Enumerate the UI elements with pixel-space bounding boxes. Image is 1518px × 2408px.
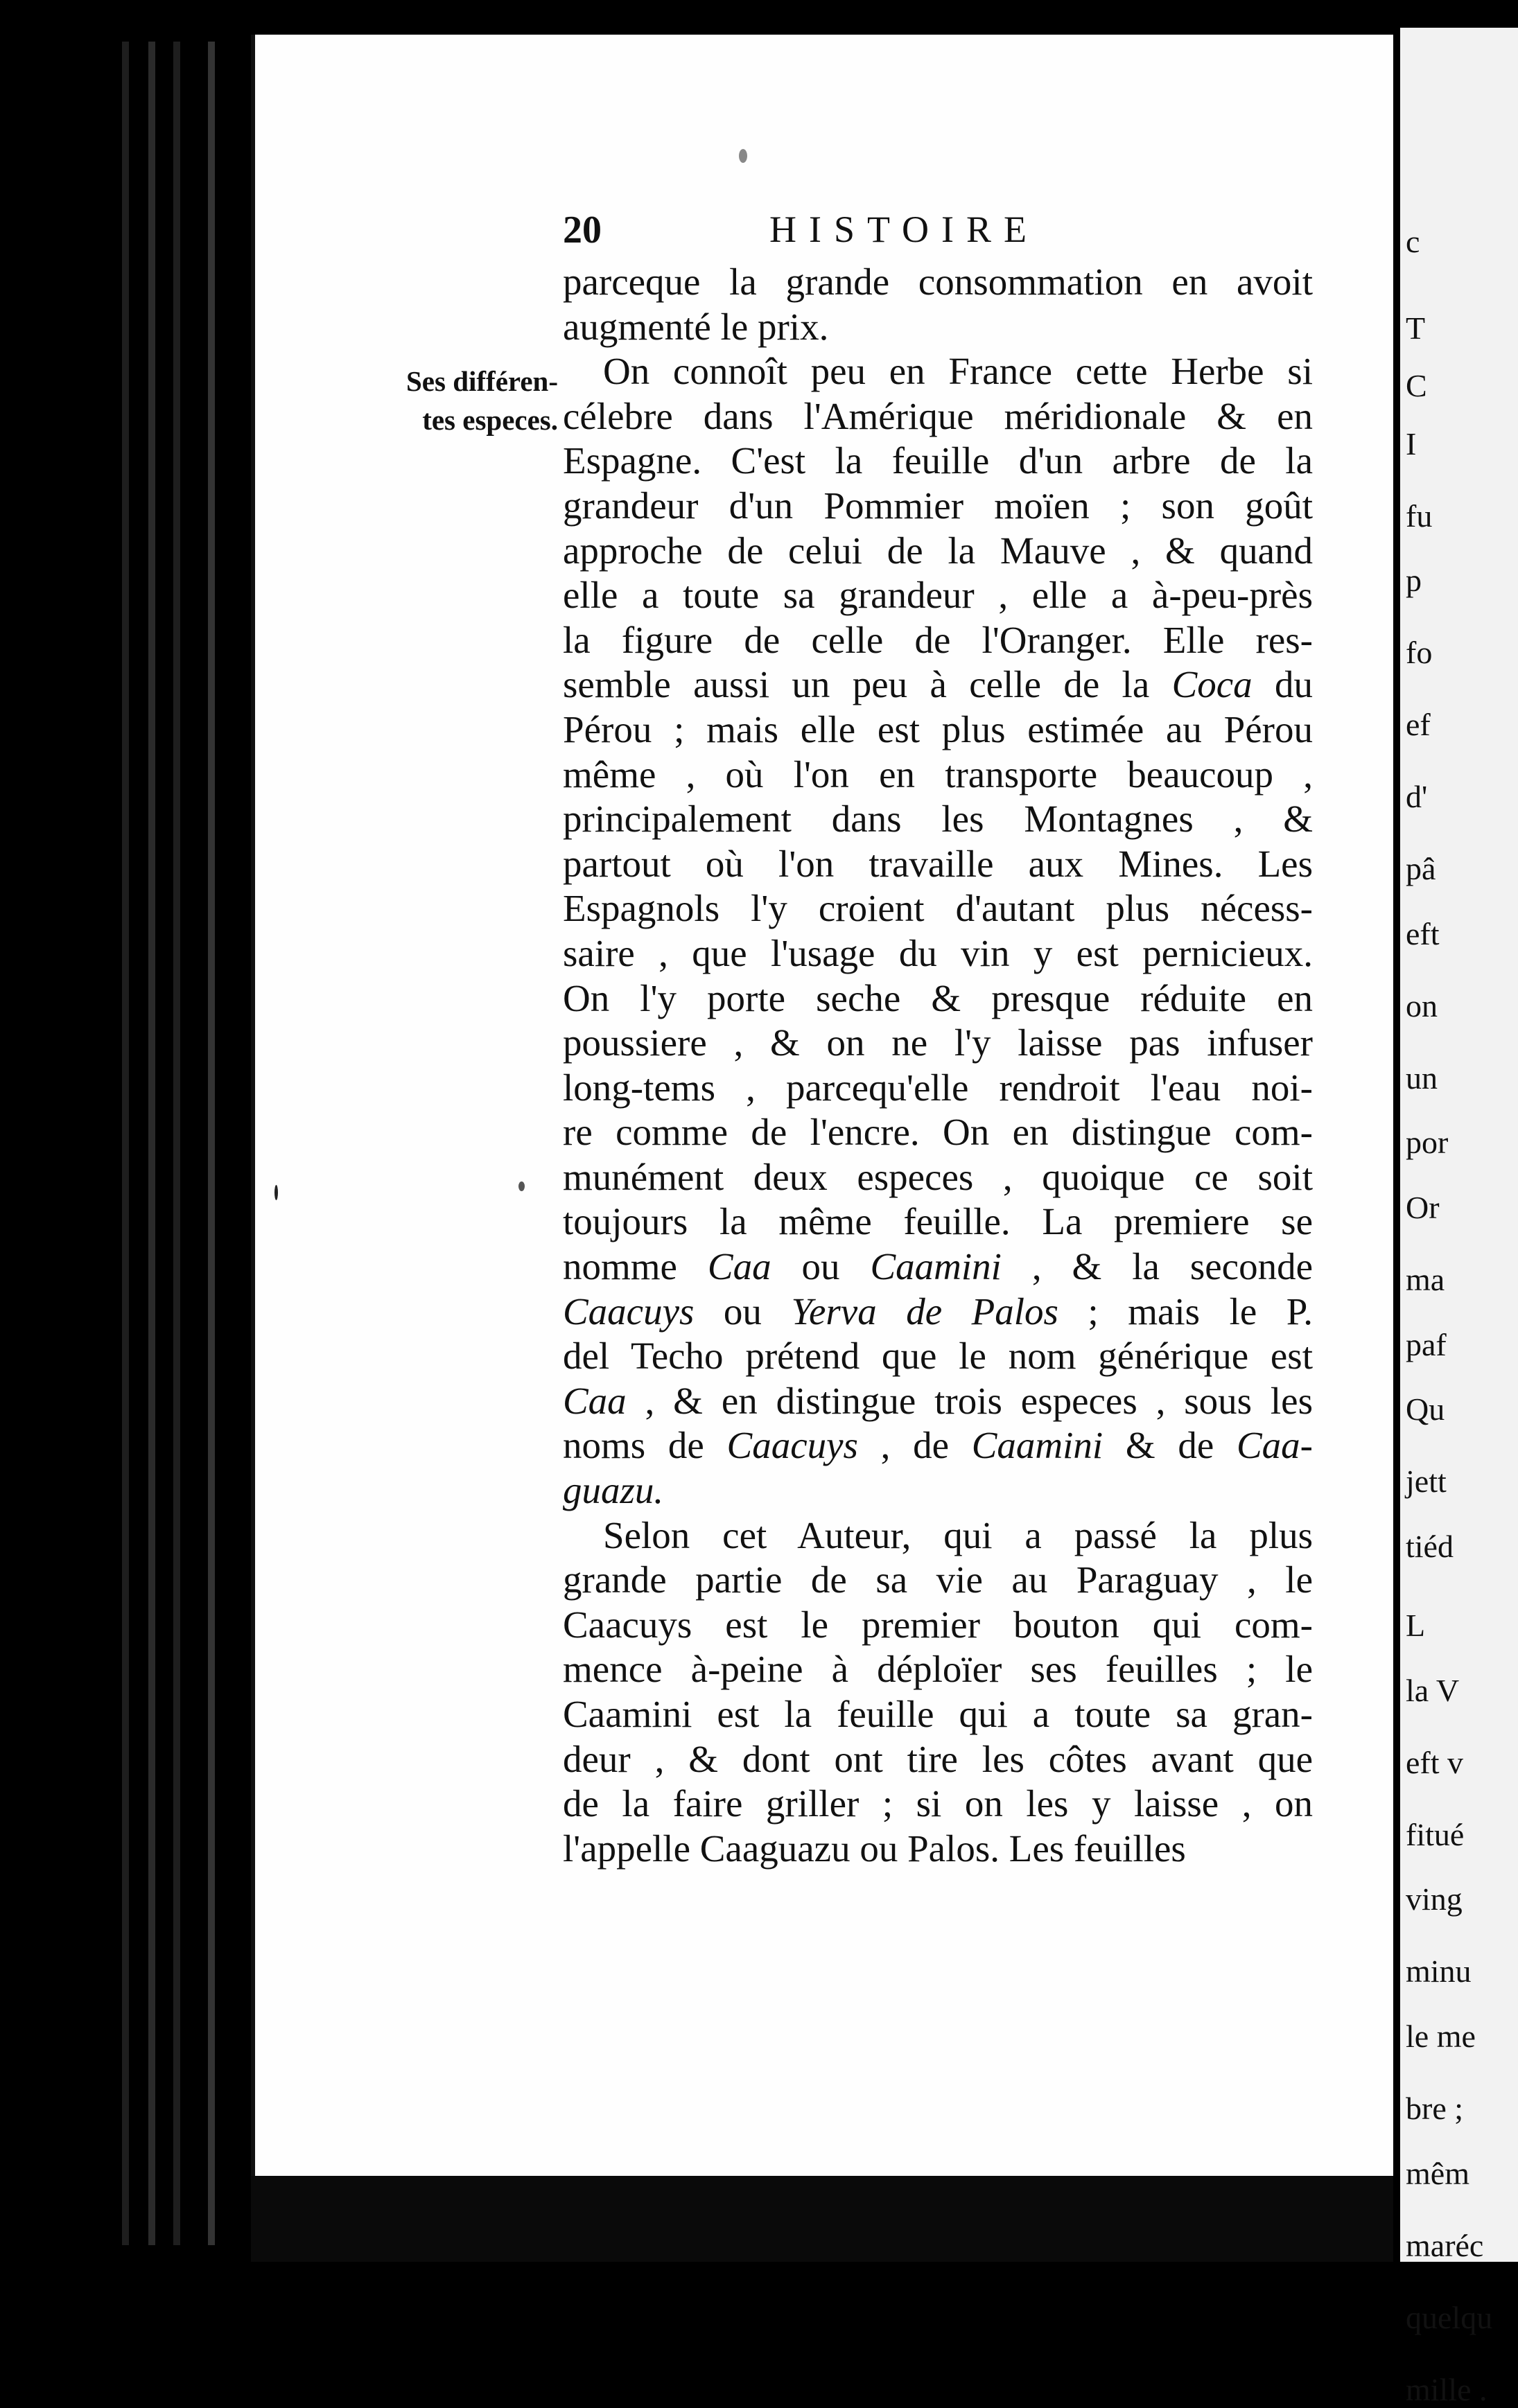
text-line — [563, 1513, 1313, 1558]
italic-run: Caa — [707, 1245, 771, 1288]
facing-page-fragment: eft v — [1406, 1744, 1464, 1780]
facing-page-fragment: p — [1406, 563, 1422, 599]
text-run: Caacuys est le premier bouton qui com- — [563, 1603, 1313, 1646]
italic-run: Yerva de Palos — [791, 1290, 1058, 1333]
text-line — [563, 1468, 1313, 1513]
text-run: l'appelle Caaguazu ou Palos. Les feuilles — [563, 1827, 1186, 1870]
text-run: même , où l'on en transporte beaucoup , — [563, 753, 1313, 796]
facing-page-fragment: L — [1406, 1608, 1426, 1644]
facing-page-fragment: I — [1406, 425, 1417, 462]
running-head: HISTOIRE — [769, 209, 1040, 250]
facing-page-fragment: fu — [1406, 498, 1433, 534]
page-number: 20 — [563, 209, 602, 252]
text-run: nomme — [563, 1245, 708, 1288]
text-line — [563, 1334, 1313, 1379]
facing-page-fragment: maréc — [1406, 2227, 1484, 2263]
facing-page-fragment: pâ — [1406, 851, 1436, 887]
text-run: de la faire griller ; si on les y laisse , on — [563, 1782, 1313, 1825]
text-line — [563, 529, 1313, 574]
italic-run: Caacuys — [563, 1290, 695, 1333]
text-run: , & la seconde — [1001, 1245, 1313, 1288]
text-line — [563, 662, 1313, 708]
text-run: du — [1252, 663, 1314, 706]
text-run: partout où l'on travaille aux Mines. Les — [563, 842, 1313, 885]
text-run: approche de celui de la Mauve , & quand — [563, 529, 1313, 572]
text-line — [563, 1692, 1313, 1737]
text-run: long-tems , parcequ'elle rendroit l'eau noi- — [563, 1066, 1313, 1109]
facing-page-fragment: d' — [1406, 779, 1428, 815]
text-line — [563, 1423, 1313, 1468]
text-run: célebre dans l'Amérique méridionale & en — [563, 394, 1313, 437]
text-run: Pérou ; mais elle est plus estimée au Pérou — [563, 708, 1313, 750]
facing-page-fragment: mille . — [1406, 2371, 1488, 2407]
text-run: munément deux especes , quoique ce soit — [563, 1155, 1313, 1198]
page-edge-line — [122, 42, 129, 2245]
text-line — [563, 394, 1313, 439]
facing-page-fragment: la V — [1406, 1672, 1460, 1708]
text-line — [563, 708, 1313, 753]
text-run: poussiere , & on ne l'y laisse pas infuser — [563, 1021, 1313, 1064]
facing-page-fragment: mêm — [1406, 2155, 1469, 2191]
italic-run: Caa- — [1237, 1424, 1313, 1467]
facing-page-fragment: ma — [1406, 1262, 1445, 1297]
text-line — [563, 1603, 1313, 1648]
marginal-note-line: tes especes. — [422, 404, 558, 436]
facing-page-fragment: le me — [1406, 2019, 1476, 2054]
text-line — [563, 439, 1313, 484]
text-run: saire , que l'usage du vin y est pernicieux. — [563, 931, 1313, 974]
text-run: Espagne. C'est la feuille d'un arbre de la — [563, 439, 1313, 482]
text-line — [563, 1782, 1313, 1827]
italic-run: guazu. — [563, 1469, 664, 1512]
text-run: toujours la même feuille. La premiere se — [563, 1200, 1313, 1243]
facing-page-fragment: fo — [1406, 635, 1433, 671]
facing-page-fragment: T — [1406, 310, 1426, 346]
marginal-note-line: Ses différen- — [405, 365, 558, 397]
facing-page-fragment: paf — [1406, 1326, 1447, 1362]
text-run: ; mais le P. — [1058, 1290, 1314, 1333]
text-run: ou — [694, 1290, 792, 1333]
text-run: & de — [1103, 1424, 1237, 1467]
text-run: grande partie de sa vie au Paraguay , le — [563, 1558, 1313, 1601]
facing-page-fragment: Or — [1406, 1190, 1440, 1225]
marginal-note — [378, 362, 558, 439]
facing-page-fragment: jett — [1406, 1464, 1447, 1500]
text-line — [563, 1290, 1313, 1335]
italic-run: Caamini — [971, 1424, 1103, 1467]
facing-page-fragment: eft — [1406, 915, 1440, 951]
text-run: la figure de celle de l'Oranger. Elle res- — [563, 618, 1313, 661]
text-line — [563, 1647, 1313, 1692]
text-line — [563, 976, 1313, 1021]
text-line — [563, 1737, 1313, 1782]
text-line — [563, 1155, 1313, 1200]
text-line — [563, 484, 1313, 529]
text-line — [563, 797, 1313, 842]
text-run: noms de — [563, 1424, 727, 1467]
text-line — [563, 260, 1313, 305]
text-line — [563, 1066, 1313, 1111]
text-line — [563, 1379, 1313, 1424]
text-line — [563, 1110, 1313, 1155]
italic-run: Caa — [563, 1379, 627, 1422]
text-run: semble aussi un peu à celle de la — [563, 663, 1172, 706]
page-edge-line — [208, 42, 215, 2245]
text-run: augmenté le prix. — [563, 305, 829, 348]
facing-page-fragment: C — [1406, 368, 1427, 404]
facing-page-fragment: quelqu — [1406, 2299, 1493, 2335]
text-line — [563, 886, 1313, 931]
text-line — [563, 305, 1313, 350]
text-run: re comme de l'encre. On en distingue com- — [563, 1111, 1313, 1154]
text-line — [563, 1199, 1313, 1245]
text-line — [563, 1021, 1313, 1066]
body-text — [563, 260, 1313, 1871]
text-run: , & en distingue trois especes , sous les — [626, 1379, 1313, 1422]
facing-page-fragment: on — [1406, 987, 1438, 1023]
book-spine-shadow — [0, 0, 229, 2262]
text-line — [563, 1558, 1313, 1603]
facing-page-edge — [1393, 28, 1518, 2407]
facing-page-fragment: bre ; — [1406, 2091, 1464, 2126]
text-line — [563, 1827, 1313, 1872]
text-run: del Techo prétend que le nom générique est — [563, 1335, 1313, 1378]
text-line — [563, 842, 1313, 887]
page-edge-line — [173, 42, 180, 2245]
facing-page-fragment: Qu — [1406, 1391, 1445, 1427]
text-run: Espagnols l'y croient d'autant plus nécess- — [563, 887, 1313, 930]
facing-page-fragment: ving — [1406, 1881, 1463, 1917]
text-run: principalement dans les Montagnes , & — [563, 798, 1313, 841]
facing-page-fragment: tiéd — [1406, 1528, 1454, 1564]
italic-run: Coca — [1171, 663, 1253, 706]
italic-run: Caamini — [870, 1245, 1002, 1288]
facing-page-fragment: por — [1406, 1125, 1449, 1161]
text-line — [563, 618, 1313, 663]
facing-page-fragment: ef — [1406, 707, 1431, 743]
text-run: On connoît peu en France cette Herbe si — [603, 350, 1313, 393]
text-run: elle a toute sa grandeur , elle a à-peu-près — [563, 574, 1313, 617]
facing-page-fragment: fitué — [1406, 1816, 1465, 1852]
text-line — [563, 1245, 1313, 1290]
text-line — [563, 753, 1313, 798]
page-header — [563, 208, 1339, 256]
text-run: mence à-peine à déploïer ses feuilles ; le — [563, 1648, 1313, 1691]
text-run: grandeur d'un Pommier moïen ; son goût — [563, 484, 1313, 527]
page-edge-line — [148, 42, 155, 2245]
text-run: Selon cet Auteur, qui a passé la plus — [603, 1513, 1313, 1556]
text-run: deur , & dont ont tire les côtes avant que — [563, 1737, 1313, 1780]
text-line — [563, 573, 1313, 618]
text-run: Caamini est la feuille qui a toute sa gran- — [563, 1693, 1313, 1735]
text-run: parceque la grande consommation en avoit — [563, 261, 1313, 303]
page-bottom-shadow — [251, 2176, 1402, 2262]
text-run: , de — [857, 1424, 972, 1467]
text-run: On l'y porte seche & presque réduite en — [563, 976, 1313, 1019]
facing-page-fragment: un — [1406, 1060, 1438, 1096]
facing-page-fragment: c — [1406, 224, 1420, 260]
text-run: ou — [771, 1245, 871, 1288]
text-line — [563, 931, 1313, 976]
italic-run: Caacuys — [726, 1424, 858, 1467]
facing-page-fragment: minu — [1406, 1953, 1472, 1989]
text-line — [563, 349, 1313, 394]
